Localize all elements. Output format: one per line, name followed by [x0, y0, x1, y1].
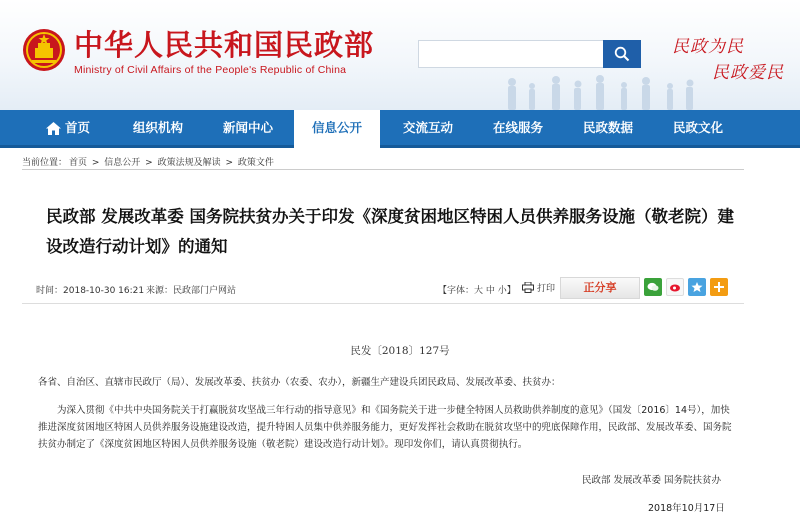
article-meta-bar — [22, 277, 744, 299]
nav-item-culture[interactable]: 民政文化 — [672, 120, 723, 135]
printer-icon — [522, 282, 534, 293]
time-label: 时间： — [36, 286, 64, 296]
home-icon — [46, 122, 61, 135]
breadcrumb-separator: > — [89, 158, 103, 168]
divider — [22, 303, 744, 304]
nav-item-info-disclosure[interactable]: 信息公开 — [294, 110, 380, 148]
search-button[interactable] — [603, 40, 641, 68]
document-number: 民发〔2018〕127号 — [350, 345, 450, 357]
slogan-line-1: 民政为民 — [672, 37, 744, 57]
nav-item-label: 首页 — [64, 120, 90, 135]
weibo-icon[interactable] — [666, 278, 684, 296]
signature: 民政部 发展改革委 国务院扶贫办 — [582, 475, 722, 486]
search-input[interactable] — [418, 40, 604, 68]
source-label: 来源： — [146, 286, 174, 296]
breadcrumb — [22, 155, 276, 168]
print-button[interactable] — [522, 281, 555, 294]
nav-item-news[interactable]: 新闻中心 — [222, 120, 273, 135]
nav-item-organization[interactable]: 组织机构 — [132, 120, 183, 135]
nav-item-home[interactable] — [30, 110, 106, 146]
article-time — [36, 283, 144, 296]
article-body: 为深入贯彻《中共中央国务院关于打赢脱贫攻坚战三年行动的指导意见》和《国务院关于进一步健全特困人员救助供养制度的意见》（国发〔2016〕14号），加快推进深度贫困地区特困人员供养服务设施建设改造，提升特困人员集中供养服务能力，更好发挥社会救助在脱贫攻坚中的兜底保障作用，民政部、发展改革委、国务院扶贫办制定了《深度贫困地区特困人员供养服务设施（敬老院）建设改造行动计划》。现印发你们，请认真贯彻执行。 — [38, 405, 732, 450]
main-nav — [0, 110, 800, 148]
breadcrumb-link-documents[interactable]: 政策文件 — [237, 158, 274, 168]
breadcrumb-separator: > — [222, 158, 236, 168]
print-label: 打印 — [537, 284, 556, 294]
site-header — [0, 0, 800, 110]
national-emblem-icon — [22, 28, 66, 72]
site-title[interactable]: 中华人民共和国民政部 — [74, 28, 375, 62]
plus-icon[interactable] — [710, 278, 728, 296]
time-value: 2018-10-30 16:21 — [63, 286, 145, 296]
nav-item-interaction[interactable]: 交流互动 — [402, 120, 453, 135]
people-silhouette-decoration — [500, 74, 700, 110]
site-subtitle: Ministry of Civil Affairs of the People's Republic of China — [74, 64, 347, 76]
nav-item-data[interactable]: 民政数据 — [582, 120, 633, 135]
breadcrumb-link-info[interactable]: 信息公开 — [104, 158, 141, 168]
addressee: 各省、自治区、直辖市民政厅（局）、发展改革委、扶贫办（农委、农办），新疆生产建设兵团民政局、发展改革委、扶贫办： — [38, 377, 561, 388]
breadcrumb-link-home[interactable]: 首页 — [69, 158, 88, 168]
divider — [22, 169, 744, 170]
share-button[interactable]: 正分享 — [560, 277, 640, 299]
issue-date: 2018年10月17日 — [648, 503, 725, 514]
article-source — [146, 283, 236, 296]
search-icon — [614, 46, 630, 62]
qzone-icon[interactable] — [688, 278, 706, 296]
source-value: 民政部门户网站 — [173, 286, 237, 296]
wechat-icon[interactable] — [644, 278, 662, 296]
breadcrumb-prefix: 当前位置： — [22, 158, 68, 168]
nav-item-online-service[interactable]: 在线服务 — [492, 120, 543, 135]
font-size-selector[interactable]: 【字体：大 中 小】 — [438, 286, 516, 296]
breadcrumb-separator: > — [142, 158, 156, 168]
breadcrumb-link-policy[interactable]: 政策法规及解读 — [157, 158, 221, 168]
article-title: 民政部 发展改革委 国务院扶贫办关于印发《深度贫困地区特困人员供养服务设施（敬老院）建设改造行动计划》的通知 — [46, 207, 734, 256]
slogan-line-2: 民政爱民 — [712, 63, 784, 83]
